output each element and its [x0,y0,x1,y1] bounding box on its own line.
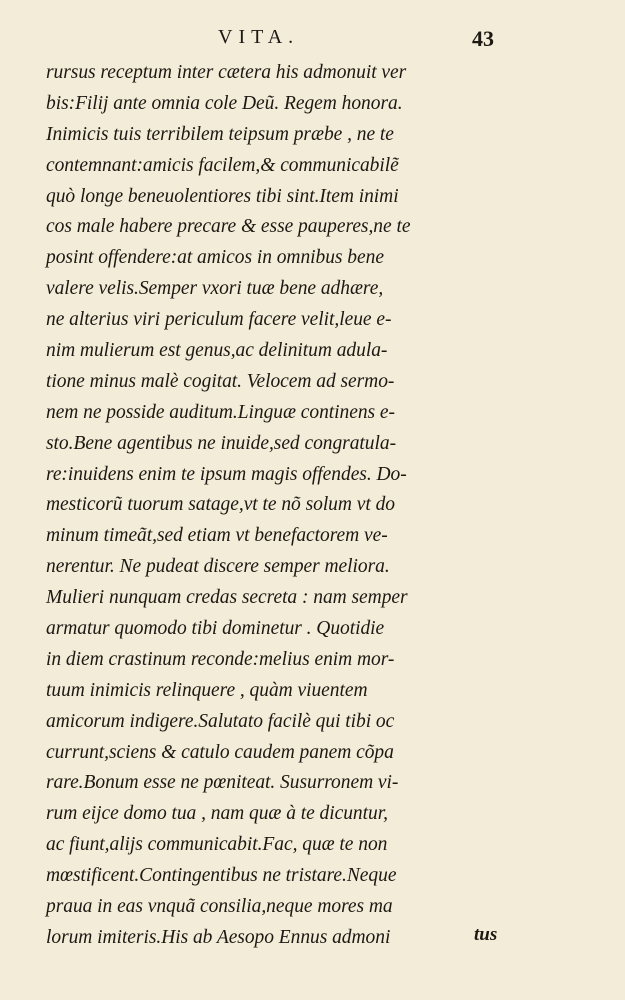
text-line: amicorum indigere.Salutato facilè qui tibi oc [46,710,395,732]
text-line: ac fiunt,alijs communicabit.Fac, quæ te non [46,834,388,856]
page-number: 43 [472,26,494,51]
text-line: praua in eas vnquã consilia,neque mores ma [46,896,393,918]
text-line: bis:Filij ante omnia cole Deũ. Regem honora. [46,92,403,114]
text-line: tuum inimicis relinquere , quàm viuentem [46,679,368,701]
text-line: rum eijce domo tua , nam quæ à te dicuntur, [46,803,388,825]
text-line: lorum imiteris.His ab Aesopo Ennus admoni [46,926,391,948]
text-line: nerentur. Ne pudeat discere semper meliora. [46,556,390,578]
text-line: nim mulierum est genus,ac delinitum adula- [46,340,388,362]
text-line: cos male habere precare & esse pauperes,ne te [46,216,411,238]
text-line: mesticorũ tuorum satage,vt te nõ solum vt do [46,494,395,516]
text-line: quò longe beneuolentiores tibi sint.Item inimi [46,185,399,207]
text-line: re:inuidens enim te ipsum magis offendes. Do- [46,463,407,485]
text-line: currunt,sciens & catulo caudem panem cõpa [46,741,394,763]
text-line: nem ne posside auditum.Linguæ continens e- [46,401,395,423]
text-line: contemnant:amicis facilem,& communicabilẽ [46,154,399,176]
text-line: mœstificent.Contingentibus ne tristare.Neque [46,865,397,887]
text-line: posint offendere:at amicos in omnibus bene [46,247,384,269]
text-line: Inimicis tuis terribilem teipsum præbe , ne te [46,123,394,145]
text-line: in diem crastinum reconde:melius enim mor- [46,648,395,670]
text-line: rursus receptum inter cætera his admonuit ver [46,62,407,83]
main-text-block [46,58,514,954]
catchword: tus [474,924,498,945]
text-line: minum timeãt,sed etiam vt benefactorem ve- [46,525,388,547]
text-line: Mulieri nunquam credas secreta : nam semper [46,587,408,609]
running-head: VITA. [218,26,300,48]
text-line: rare.Bonum esse ne pœniteat. Susurronem vi- [46,772,399,794]
text-line: ne alterius viri periculum facere velit,leue e- [46,309,392,331]
text-line: tione minus malè cogitat. Velocem ad sermo- [46,370,395,392]
text-line: sto.Bene agentibus ne inuide,sed congratula- [46,432,397,454]
text-line: valere velis.Semper vxori tuæ bene adhære, [46,278,384,300]
text-line: armatur quomodo tibi dominetur . Quotidie [46,618,385,640]
